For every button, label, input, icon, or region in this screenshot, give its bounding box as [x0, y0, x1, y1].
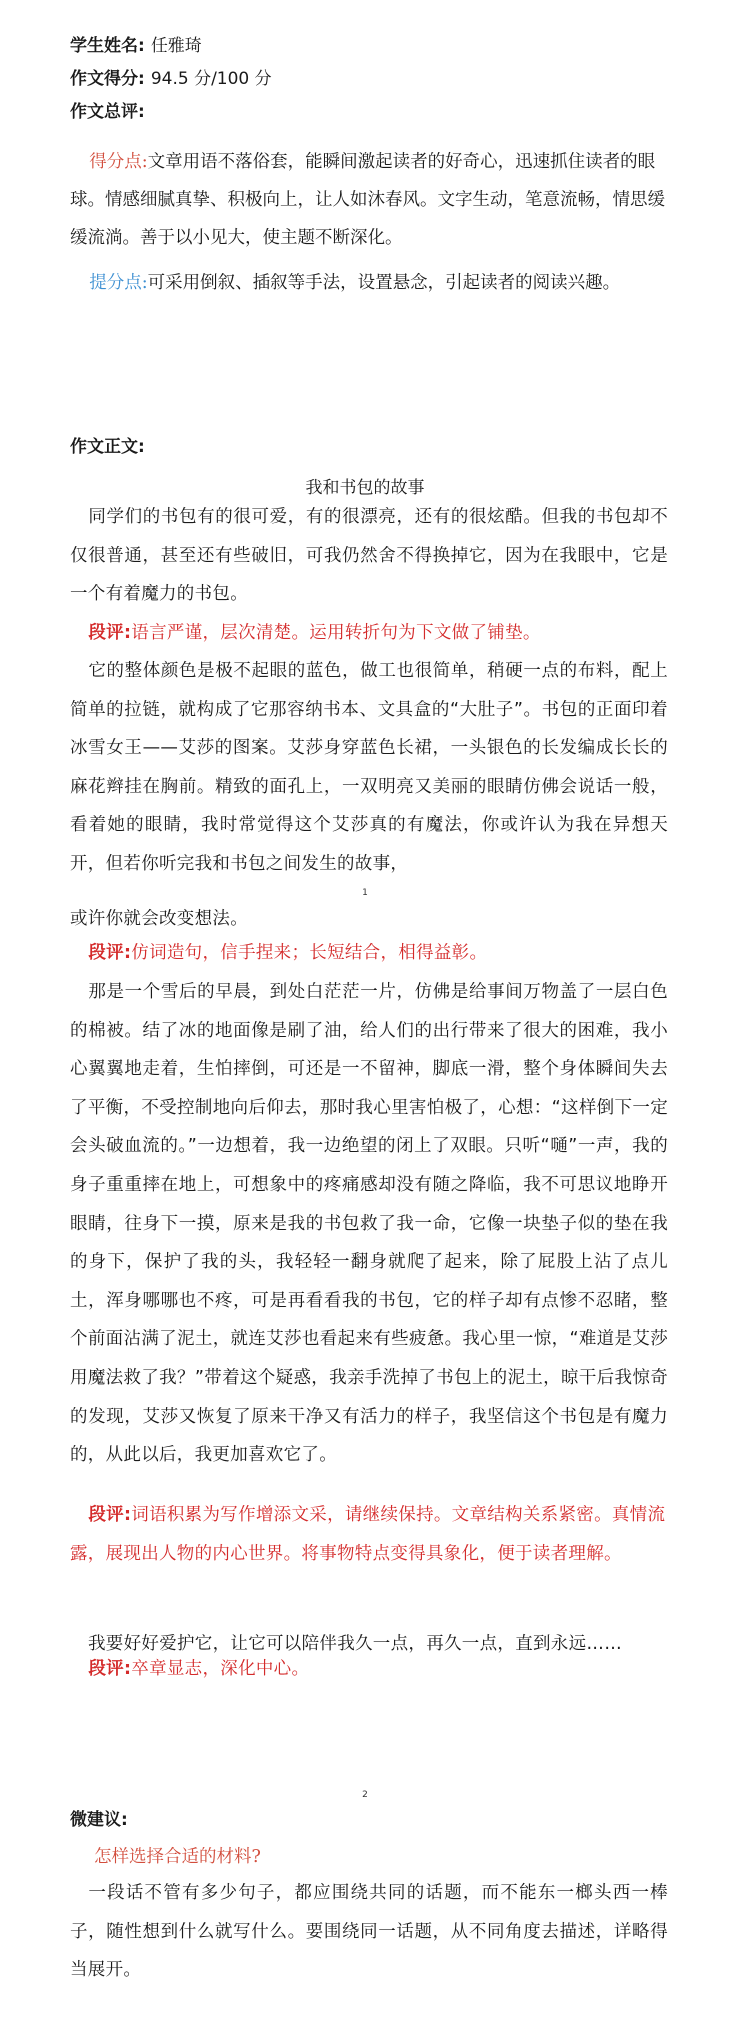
- essay-title: 我和书包的故事: [305, 478, 425, 498]
- review-1-label: 段评:: [88, 623, 132, 643]
- pros-text: 文章用语不落俗套，能瞬间激起读者的好奇心，迅速抓住读者的眼球。情感细腻真挚、积极向上，让人如沐春风。文字生动，笔意流畅，情思缓缓流淌。善于以小见大，使主题不断深化。: [70, 152, 665, 248]
- review-2-text: 仿词造句，信手捏来；长短结合，相得益彰。: [131, 943, 488, 963]
- essay-paragraph-2-end: 或许你就会改变想法。: [70, 909, 248, 929]
- page-number-2: 2: [362, 1790, 368, 1800]
- advice-label: 微建议:: [70, 1810, 128, 1830]
- overall-comment-label: 作文总评:: [70, 102, 145, 122]
- improve-label: 提分点:: [89, 273, 148, 293]
- paragraph-review-4: [70, 1650, 670, 1689]
- paragraph-review-1: [70, 614, 670, 653]
- review-2-label: 段评:: [88, 943, 132, 963]
- student-name-value: 任雅琦: [150, 36, 202, 56]
- improve-text: 可采用倒叙、插叙等手法，设置悬念，引起读者的阅读兴趣。: [147, 273, 621, 293]
- review-1-text: 语言严谨，层次清楚。运用转折句为下文做了铺垫。: [131, 623, 541, 643]
- review-4-label: 段评:: [88, 1659, 132, 1679]
- essay-section-label: 作文正文:: [70, 437, 145, 457]
- score-row: [70, 67, 272, 91]
- advice-text: 一段话不管有多少句子，都应围绕共同的话题，而不能东一榔头西一棒子，随性想到什么就写什么。要围绕同一话题，从不同角度去描述，详略得当展开。: [70, 1883, 668, 1981]
- paragraph-review-3: [70, 1496, 670, 1573]
- score-label: 作文得分:: [70, 69, 145, 89]
- page-number-1: 1: [362, 888, 368, 898]
- score-value: 94.5 分/100 分: [150, 69, 272, 89]
- essay-paragraph-1: 同学们的书包有的很可爱，有的很漂亮，还有的很炫酷。但我的书包却不仅很普通，甚至还有些破旧，可我仍然舍不得换掉它，因为在我眼中，它是一个有着魔力的书包。: [70, 507, 668, 605]
- review-4-text: 卒章显志，深化中心。: [131, 1659, 310, 1679]
- advice-title: 怎样选择合适的材料?: [94, 1847, 261, 1867]
- paragraph-review-2: [70, 934, 670, 973]
- student-name-label: 学生姓名:: [70, 36, 145, 56]
- essay-paragraph-2: 它的整体颜色是极不起眼的蓝色，做工也很简单，稍硬一点的布料，配上简单的拉链，就构成了它那容纳书本、文具盒的“大肚子”。书包的正面印着冰雪女王——艾莎的图案。艾莎身穿蓝色长裙，一头银色的长发编成长长的麻花辫挂在胸前。精致的面孔上，一双明亮又美丽的眼睛仿佛会说话一般，看着她的眼睛，我时常觉得这个艾莎真的有魔法，你或许认为我在异想天开，但若你听完我和书包之间发生的故事，: [70, 661, 668, 874]
- pros-comment: [70, 143, 670, 257]
- improve-comment: [70, 264, 670, 302]
- essay-paragraph-4: 我要好好爱护它，让它可以陪伴我久一点，再久一点，直到永远……: [88, 1634, 622, 1654]
- student-name-row: [70, 34, 202, 58]
- review-3-text: 词语积累为写作增添文采，请继续保持。文章结构关系紧密。真情流露，展现出人物的内心世界。将事物特点变得具象化，便于读者理解。: [70, 1505, 666, 1564]
- overall-comment-heading: [70, 100, 145, 124]
- essay-paragraph-3: 那是一个雪后的早晨，到处白茫茫一片，仿佛是给事间万物盖了一层白色的棉被。结了冰的地面像是刷了油，给人们的出行带来了很大的困难，我小心翼翼地走着，生怕摔倒，可还是一不留神，脚底一滑，整个身体瞬间失去了平衡，不受控制地向后仰去，那时我心里害怕极了，心想：“这样倒下一定会头破血流的。”一边想着，我一边绝望的闭上了双眼。只听“嗵”一声，我的身子重重摔在地上，可想象中的疼痛感却没有随之降临，我不可思议地睁开眼睛，往身下一摸，原来是我的书包救了我一命，它像一块垫子似的垫在我的身下，保护了我的头，我轻轻一翻身就爬了起来，除了屁股上沾了点儿土，浑身哪哪也不疼，可是再看看我的书包，它的样子却有点惨不忍睹，整个前面沾满了泥土，就连艾莎也看起来有些疲惫。我心里一惊，“难道是艾莎用魔法救了我？”带着这个疑惑，我亲手洗掉了书包上的泥土，晾干后我惊奇的发现，艾莎又恢复了原来干净又有活力的样子，我坚信这个书包是有魔力的，从此以后，我更加喜欢它了。: [70, 982, 668, 1466]
- review-3-label: 段评:: [88, 1505, 132, 1525]
- pros-label: 得分点:: [89, 152, 148, 172]
